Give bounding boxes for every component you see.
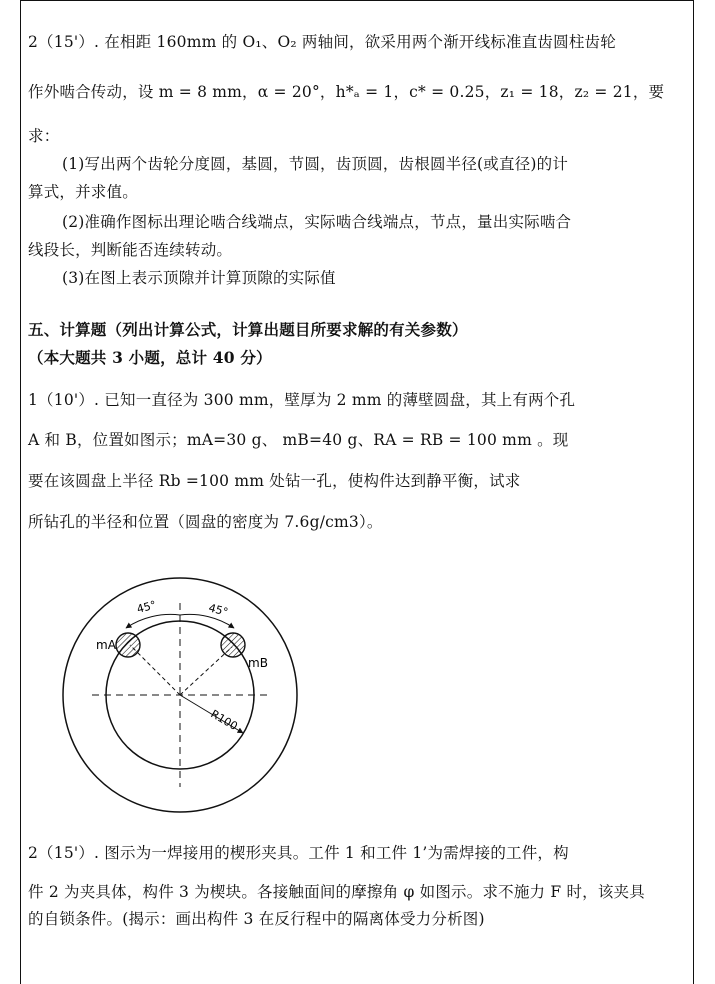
label-ma: mA (96, 638, 116, 652)
p2-line-1: 2（15'）. 图示为一焊接用的楔形夹具。工件 1 和工件 1’为需焊接的工件，构 (28, 844, 569, 862)
angle-label-left: 45° (135, 598, 158, 616)
label-mb: mB (248, 656, 268, 670)
p1-line-3: 要在该圆盘上半径 Rb =100 mm 处钻一孔，使构件达到静平衡，试求 (28, 472, 521, 490)
q2-sub-2b: 线段长，判断能否连续转动。 (28, 241, 233, 259)
disk-diagram (60, 575, 310, 825)
q2-sub-3: (3)在图上表示顶隙并计算顶隙的实际值 (62, 269, 336, 287)
page-frame (20, 0, 694, 984)
p1-line-2: A 和 B，位置如图示；mA=30 g、 mB=40 g、RA = RB = 100 mm 。现 (28, 431, 569, 449)
hole-b (221, 633, 245, 657)
p2-line-3: 的自锁条件。(揭示：画出构件 3 在反行程中的隔离体受力分析图) (28, 910, 485, 928)
q2-line-2: 作外啮合传动，设 m = 8 mm，α = 20°，h*ₐ = 1，c* = 0.25，z₁ = 18，z₂ = 21，要 (28, 83, 665, 101)
q2-sub-1a: (1)写出两个齿轮分度圆，基圆，节圆，齿顶圆，齿根圆半径(或直径)的计 (62, 155, 569, 173)
radius-label: R100 (208, 707, 240, 733)
q2-sub-1b: 算式，并求值。 (28, 183, 138, 201)
p1-line-1: 1（10'）. 已知一直径为 300 mm，壁厚为 2 mm 的薄壁圆盘，其上有两个孔 (28, 391, 576, 409)
section-5-subtitle: （本大题共 3 小题，总计 40 分） (28, 348, 272, 367)
q2-line-1: 2（15'）. 在相距 160mm 的 O₁、O₂ 两轴间，欲采用两个渐开线标准直齿圆柱齿轮 (28, 33, 616, 51)
section-5-title: 五、计算题（列出计算公式，计算出题目所要求解的有关参数） (28, 320, 468, 339)
q2-line-3: 求： (28, 127, 60, 145)
p2-line-2: 件 2 为夹具体，构件 3 为楔块。各接触面间的摩擦角 φ 如图示。求不施力 F 时，该夹具 (28, 883, 645, 901)
angle-label-right: 45° (207, 601, 230, 619)
p1-line-4: 所钻孔的半径和位置（圆盘的密度为 7.6g/cm3）。 (28, 513, 383, 531)
radius-line-b (180, 647, 232, 695)
hole-a (116, 633, 140, 657)
q2-sub-2a: (2)准确作图标出理论啮合线端点，实际啮合线端点，节点，量出实际啮合 (62, 213, 572, 231)
